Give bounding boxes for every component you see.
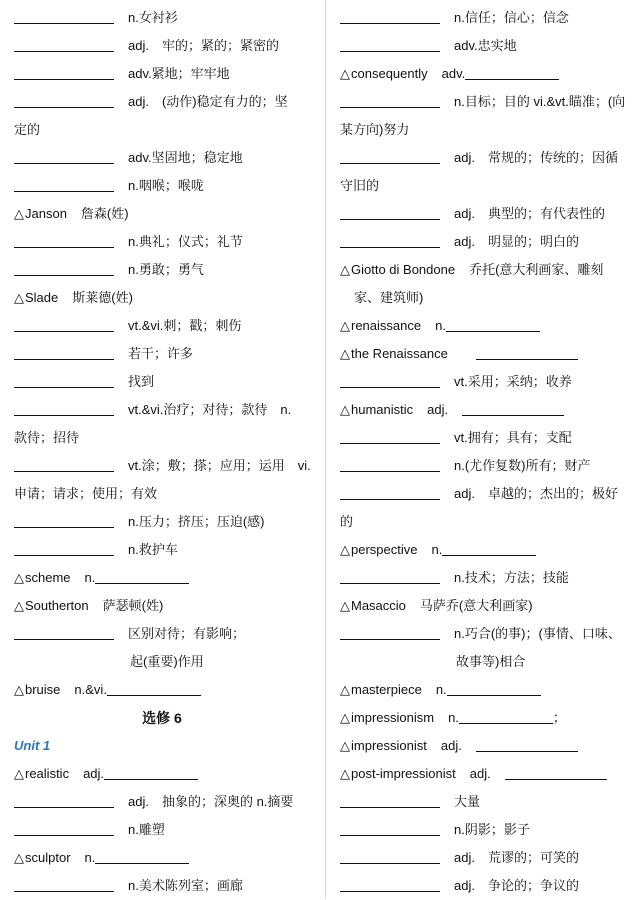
definition-text: vt.采用；采纳；收养	[454, 374, 572, 389]
part-of-speech: n.	[448, 710, 459, 725]
answer-blank[interactable]	[14, 791, 114, 808]
definition-text: adj. 荒谬的；可笑的	[454, 850, 579, 865]
part-of-speech: adj.	[427, 402, 449, 417]
right-column	[340, 4, 632, 900]
part-of-speech: adj.	[440, 738, 462, 753]
vocab-line	[340, 396, 632, 424]
answer-blank[interactable]	[340, 875, 440, 892]
triangle-marker: △	[14, 766, 24, 781]
definition-continuation: 起(重要)作用	[130, 654, 204, 669]
answer-blank[interactable]	[14, 623, 114, 640]
headword: Southerton	[25, 598, 89, 613]
headword: perspective	[351, 542, 418, 557]
vocab-line	[14, 368, 310, 396]
vocab-line	[340, 676, 632, 704]
answer-blank[interactable]	[14, 175, 114, 192]
vocab-line	[340, 452, 632, 480]
headword: masterpiece	[351, 682, 422, 697]
answer-blank[interactable]	[14, 315, 114, 332]
definition-continuation: 的	[340, 514, 354, 529]
definition-text: n.典礼；仪式；礼节	[128, 234, 243, 249]
vocab-line	[14, 200, 310, 228]
definition-text: n.巧合(的事)；(事情、口味、	[454, 626, 621, 641]
definition-text: n.技术；方法；技能	[454, 570, 569, 585]
triangle-marker: △	[340, 710, 350, 725]
definition-text: adj. 卓越的；杰出的；极好	[454, 486, 618, 501]
answer-blank[interactable]	[505, 763, 607, 780]
definition-continuation: 申请；请求；使用；有效	[14, 486, 158, 501]
headword: sculptor	[25, 850, 71, 865]
vocab-line	[14, 760, 310, 788]
vocab-line	[340, 172, 632, 200]
vocab-line	[14, 32, 310, 60]
definition-text: n.咽喉；喉咙	[128, 178, 204, 193]
vocab-line	[340, 536, 632, 564]
vocab-line	[14, 508, 310, 536]
answer-blank[interactable]	[340, 203, 440, 220]
vocab-line	[340, 144, 632, 172]
definition-text: adj. (动作)稳定有力的；坚	[128, 94, 288, 109]
definition-text: 萨瑟顿(姓)	[102, 598, 164, 613]
vocab-line	[340, 872, 632, 900]
vocab-line	[14, 452, 310, 480]
vocab-line	[340, 88, 632, 116]
definition-continuation: 守旧的	[340, 178, 380, 193]
answer-blank[interactable]	[459, 707, 553, 724]
headword: renaissance	[351, 318, 422, 333]
definition-text: vt.拥有；具有；支配	[454, 430, 572, 445]
answer-blank[interactable]	[340, 791, 440, 808]
vocab-line	[14, 172, 310, 200]
answer-blank[interactable]	[107, 679, 201, 696]
answer-blank[interactable]	[14, 147, 114, 164]
vocab-line	[340, 704, 632, 732]
vocab-line	[340, 116, 632, 144]
part-of-speech: adj.	[83, 766, 105, 781]
definition-text: 大量	[454, 794, 481, 809]
answer-blank[interactable]	[104, 763, 198, 780]
triangle-marker: △	[340, 766, 350, 781]
vocab-line	[340, 648, 632, 676]
answer-blank[interactable]	[340, 147, 440, 164]
headword: bruise	[25, 682, 61, 697]
vocab-line	[340, 256, 632, 284]
vocab-line	[14, 592, 310, 620]
answer-blank[interactable]	[340, 483, 440, 500]
punctuation: ；	[552, 710, 566, 725]
headword: post-impressionist	[351, 766, 456, 781]
vocab-line	[340, 760, 632, 788]
vocab-line	[340, 4, 632, 32]
vocab-line	[340, 340, 632, 368]
triangle-marker: △	[340, 318, 350, 333]
definition-continuation: 家、建筑师)	[354, 290, 424, 305]
definition-text: adv.忠实地	[454, 38, 517, 53]
vocab-line	[340, 844, 632, 872]
answer-blank[interactable]	[465, 63, 559, 80]
headword: scheme	[25, 570, 71, 585]
vocab-line	[340, 60, 632, 88]
definition-text: adj. 典型的；有代表性的	[454, 206, 605, 221]
definition-text: n.(尤作复数)所有；财产	[454, 458, 591, 473]
vocab-line	[14, 844, 310, 872]
answer-blank[interactable]	[340, 819, 440, 836]
headword: impressionism	[351, 710, 435, 725]
answer-blank[interactable]	[14, 455, 114, 472]
definition-text: adj. 明显的；明白的	[454, 234, 579, 249]
column-divider	[325, 0, 326, 898]
vocab-line	[340, 508, 632, 536]
headword: Janson	[25, 206, 67, 221]
headword: the Renaissance	[351, 346, 448, 361]
vocab-line	[14, 816, 310, 844]
answer-blank[interactable]	[340, 371, 440, 388]
part-of-speech: n.	[431, 542, 443, 557]
vocab-line	[14, 88, 310, 116]
vocab-line	[340, 816, 632, 844]
vocab-line	[14, 536, 310, 564]
vocab-line	[14, 4, 310, 32]
part-of-speech: n.&vi.	[74, 682, 107, 697]
vocab-line	[14, 788, 310, 816]
answer-blank[interactable]	[14, 511, 114, 528]
vocab-line	[14, 284, 310, 312]
vocab-line	[14, 312, 310, 340]
vocab-line	[14, 340, 310, 368]
definition-text: n.压力；挤压；压迫(感)	[128, 514, 265, 529]
triangle-marker: △	[340, 542, 350, 557]
vocab-line	[340, 312, 632, 340]
triangle-marker: △	[340, 682, 350, 697]
answer-blank[interactable]	[14, 343, 114, 360]
triangle-marker: △	[340, 598, 350, 613]
triangle-marker: △	[340, 346, 350, 361]
vocab-line	[340, 788, 632, 816]
definition-text: n.雕塑	[128, 822, 165, 837]
definition-text: 区别对待；有影响；	[128, 626, 246, 641]
answer-blank[interactable]	[340, 7, 440, 24]
vocab-line	[14, 396, 310, 424]
vocab-line	[14, 564, 310, 592]
triangle-marker: △	[14, 850, 24, 865]
triangle-marker: △	[340, 738, 350, 753]
definition-text: n.救护车	[128, 542, 178, 557]
answer-blank[interactable]	[14, 231, 114, 248]
vocab-line	[340, 32, 632, 60]
answer-blank[interactable]	[442, 539, 536, 556]
answer-blank[interactable]	[340, 455, 440, 472]
answer-blank[interactable]	[340, 427, 440, 444]
answer-blank[interactable]	[14, 399, 114, 416]
unit-title: Unit 1	[14, 738, 51, 753]
definition-text: 斯莱德(姓)	[72, 290, 133, 305]
definition-text: 若干；许多	[128, 346, 194, 361]
answer-blank[interactable]	[14, 259, 114, 276]
definition-text: 马萨乔(意大利画家)	[419, 598, 533, 613]
triangle-marker: △	[14, 206, 24, 221]
definition-text: 詹森(姓)	[80, 206, 129, 221]
vocab-line	[340, 228, 632, 256]
answer-blank[interactable]	[14, 63, 114, 80]
definition-text: vt.&vi.治疗；对待；款待 n.	[128, 402, 292, 417]
answer-blank[interactable]	[14, 371, 114, 388]
vocab-line	[14, 620, 310, 648]
vocab-line	[340, 732, 632, 760]
definition-text: adj. 牢的；紧的；紧密的	[128, 38, 279, 53]
vocab-line	[14, 256, 310, 284]
answer-blank[interactable]	[14, 819, 114, 836]
triangle-marker: △	[14, 290, 24, 305]
vocab-line	[340, 368, 632, 396]
part-of-speech: adj.	[469, 766, 491, 781]
answer-blank[interactable]	[462, 399, 564, 416]
headword: Giotto di Bondone	[351, 262, 456, 277]
answer-blank[interactable]	[340, 91, 440, 108]
answer-blank[interactable]	[14, 875, 114, 892]
definition-continuation: 某方向)努力	[340, 122, 410, 137]
headword: consequently	[351, 66, 428, 81]
definition-text: 乔托(意大利画家、雕刻	[469, 262, 604, 277]
headword: impressionist	[351, 738, 427, 753]
answer-blank[interactable]	[14, 7, 114, 24]
vocab-line	[14, 228, 310, 256]
vocab-line	[340, 620, 632, 648]
triangle-marker: △	[14, 570, 24, 585]
definition-text: adj. 常规的；传统的；因循	[454, 150, 618, 165]
definition-text: adj. 抽象的；深奥的 n.摘要	[128, 794, 294, 809]
part-of-speech: n.	[84, 570, 96, 585]
triangle-marker: △	[14, 598, 24, 613]
answer-blank[interactable]	[14, 35, 114, 52]
vocab-line	[340, 564, 632, 592]
section-heading: 选修 6	[142, 710, 182, 726]
headword: realistic	[25, 766, 70, 781]
part-of-speech: n.	[435, 318, 446, 333]
definition-continuation: 故事等)相合	[456, 654, 526, 669]
part-of-speech: n.	[84, 850, 96, 865]
definition-text: 找到	[128, 374, 155, 389]
vocab-line	[340, 284, 632, 312]
vocab-line	[14, 116, 310, 144]
answer-blank[interactable]	[476, 343, 578, 360]
headword: humanistic	[351, 402, 414, 417]
vocab-line	[14, 732, 310, 760]
vocab-line	[14, 144, 310, 172]
headword: Masaccio	[351, 598, 406, 613]
left-column	[14, 4, 310, 900]
definition-continuation: 款待；招待	[14, 430, 80, 445]
vocab-line	[340, 592, 632, 620]
triangle-marker: △	[340, 402, 350, 417]
answer-blank[interactable]	[446, 315, 540, 332]
definition-text: n.信任；信心；信念	[454, 10, 569, 25]
part-of-speech: adv.	[441, 66, 466, 81]
answer-blank[interactable]	[340, 847, 440, 864]
answer-blank[interactable]	[476, 735, 578, 752]
answer-blank[interactable]	[447, 679, 541, 696]
triangle-marker: △	[340, 262, 350, 277]
vocab-line	[14, 424, 310, 452]
vocab-line	[14, 648, 310, 676]
definition-continuation: 定的	[14, 122, 41, 137]
definition-text: adj. 争论的；争议的	[454, 878, 579, 893]
vocab-line	[340, 480, 632, 508]
vocab-line	[14, 480, 310, 508]
vocab-line	[14, 676, 310, 704]
definition-text: n.勇敢；勇气	[128, 262, 204, 277]
answer-blank[interactable]	[14, 539, 114, 556]
definition-text: n.阴影；影子	[454, 822, 530, 837]
answer-blank[interactable]	[95, 847, 189, 864]
definition-text: n.女衬衫	[128, 10, 178, 25]
headword: Slade	[25, 290, 59, 305]
answer-blank[interactable]	[14, 91, 114, 108]
definition-text: n.目标；目的 vi.&vt.瞄准；(向	[454, 94, 626, 109]
vocab-line	[14, 872, 310, 900]
part-of-speech: n.	[435, 682, 447, 697]
answer-blank[interactable]	[340, 231, 440, 248]
vocab-line	[14, 704, 310, 732]
answer-blank[interactable]	[340, 623, 440, 640]
vocab-line	[340, 424, 632, 452]
vocab-line	[340, 200, 632, 228]
definition-text: adv.坚固地；稳定地	[128, 150, 243, 165]
definition-text: n.美术陈列室；画廊	[128, 878, 243, 893]
answer-blank[interactable]	[340, 567, 440, 584]
definition-text: vt.涂；敷；搽；应用；运用 vi.	[128, 458, 311, 473]
answer-blank[interactable]	[95, 567, 189, 584]
triangle-marker: △	[14, 682, 24, 697]
answer-blank[interactable]	[340, 35, 440, 52]
triangle-marker: △	[340, 66, 350, 81]
definition-text: adv.紧地；牢牢地	[128, 66, 230, 81]
definition-text: vt.&vi.刺；戳；刺伤	[128, 318, 242, 333]
vocab-line	[14, 60, 310, 88]
